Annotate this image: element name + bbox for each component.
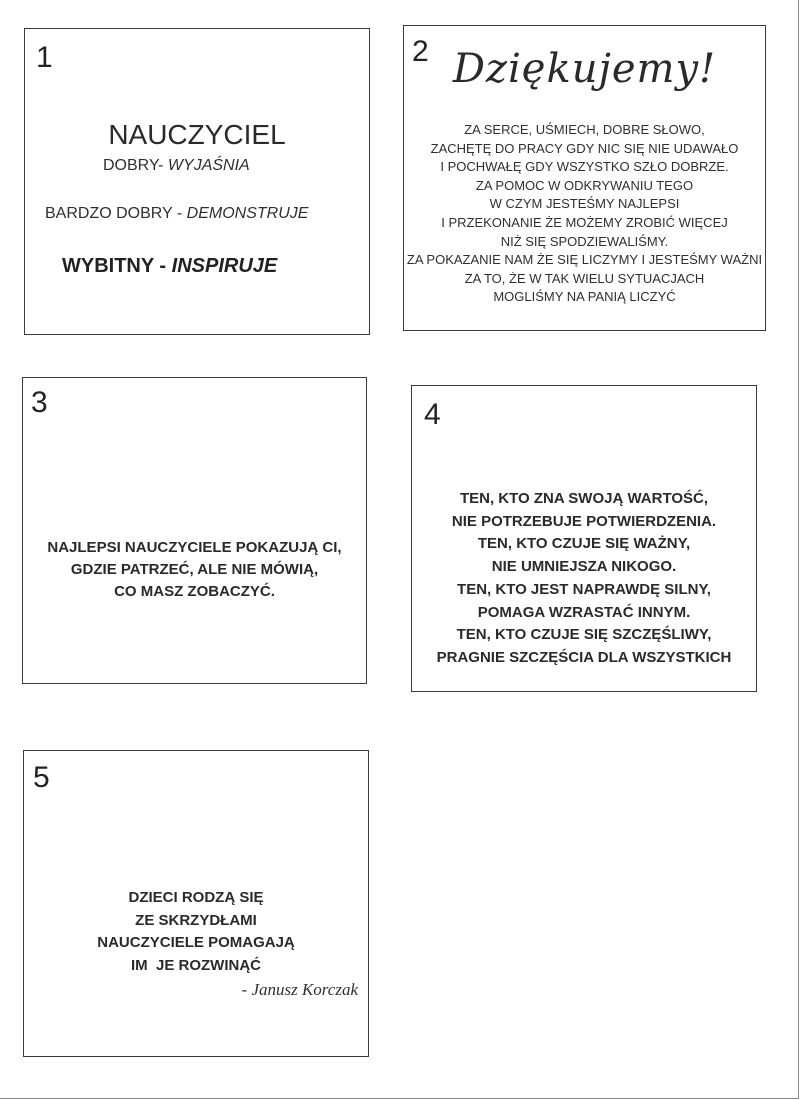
card-3 bbox=[22, 377, 367, 684]
text-line: TEN, KTO CZUJE SIĘ WAŻNY, bbox=[477, 535, 691, 553]
card-number: 3 bbox=[31, 386, 48, 419]
text-line: ZE SKRZYDŁAMI bbox=[135, 911, 257, 929]
text-line: W CZYM JESTEŚMY NAJLEPSI bbox=[489, 196, 680, 212]
text-line: GDZIE PATRZEĆ, ALE NIE MÓWIĄ, bbox=[70, 561, 319, 578]
level-row-very-good bbox=[45, 205, 308, 223]
level-row-good bbox=[103, 157, 250, 175]
text-line: ZA POKAZANIE NAM ŻE SIĘ LICZYMY I JESTEŚMY WAŻNI bbox=[406, 252, 763, 268]
card-4 bbox=[411, 385, 757, 692]
card-2 bbox=[403, 25, 766, 331]
text-line: ZA TO, ŻE W TAK WIELU SYTUACJACH bbox=[464, 270, 705, 286]
card-text bbox=[412, 488, 756, 670]
text-line: ZA SERCE, UŚMIECH, DOBRE SŁOWO, bbox=[464, 122, 705, 137]
level-verb: INSPIRUJE bbox=[171, 255, 278, 277]
quote-attribution: - Janusz Korczak bbox=[241, 980, 358, 999]
level-row-outstanding bbox=[62, 255, 277, 278]
text-line: I PRZEKONANIE ŻE MOŻEMY ZROBIĆ WIĘCEJ bbox=[441, 214, 728, 230]
level-label: BARDZO DOBRY - bbox=[45, 205, 187, 222]
text-line: ZACHĘTĘ DO PRACY GDY NIC SIĘ NIE UDAWAŁO bbox=[430, 140, 739, 156]
card-number: 2 bbox=[412, 35, 429, 68]
text-line: CO MASZ ZOBACZYĆ. bbox=[114, 583, 275, 600]
card-5 bbox=[23, 750, 369, 1057]
level-verb: WYJAŚNIA bbox=[167, 157, 250, 174]
text-line: PRAGNIE SZCZĘŚCIA DLA WSZYSTKICH bbox=[436, 648, 732, 666]
text-line: IM JE ROZWINĄĆ bbox=[131, 957, 261, 975]
text-line: DZIECI RODZĄ SIĘ bbox=[128, 889, 264, 906]
text-line: TEN, KTO JEST NAPRAWDĘ SILNY, bbox=[457, 580, 711, 598]
text-line: NIŻ SIĘ SPODZIEWALIŚMY. bbox=[500, 233, 669, 249]
level-label: WYBITNY - bbox=[62, 255, 172, 277]
text-line: NAUCZYCIELE POMAGAJĄ bbox=[97, 934, 295, 952]
level-label: DOBRY- bbox=[103, 157, 168, 174]
card-number: 5 bbox=[33, 761, 50, 794]
text-line: I POCHWAŁĘ GDY WSZYSTKO SZŁO DOBRZE. bbox=[440, 159, 729, 175]
text-line: ZA POMOC W ODKRYWANIU TEGO bbox=[475, 177, 694, 193]
text-line: NIE POTRZEBUJE POTWIERDZENIA. bbox=[451, 512, 717, 530]
card-text bbox=[24, 887, 368, 978]
card-text bbox=[23, 537, 366, 603]
text-line: TEN, KTO CZUJE SIĘ SZCZĘŚLIWY, bbox=[456, 626, 712, 644]
text-line: POMAGA WZRASTAĆ INNYM. bbox=[477, 603, 691, 621]
card-number: 1 bbox=[36, 41, 53, 74]
text-line: NIE UMNIEJSZA NIKOGO. bbox=[491, 558, 677, 576]
script-title: Dziękujemy! bbox=[452, 46, 717, 92]
card-title: NAUCZYCIEL bbox=[108, 119, 286, 150]
card-number: 4 bbox=[424, 398, 441, 431]
text-line: NAJLEPSI NAUCZYCIELE POKAZUJĄ CI, bbox=[47, 539, 342, 556]
text-line: MOGLIŚMY NA PANIĄ LICZYĆ bbox=[493, 289, 676, 305]
card-1 bbox=[24, 28, 370, 335]
card-text bbox=[404, 121, 765, 307]
level-verb: DEMONSTRUJE bbox=[186, 205, 309, 222]
text-line: TEN, KTO ZNA SWOJĄ WARTOŚĆ, bbox=[459, 490, 709, 507]
